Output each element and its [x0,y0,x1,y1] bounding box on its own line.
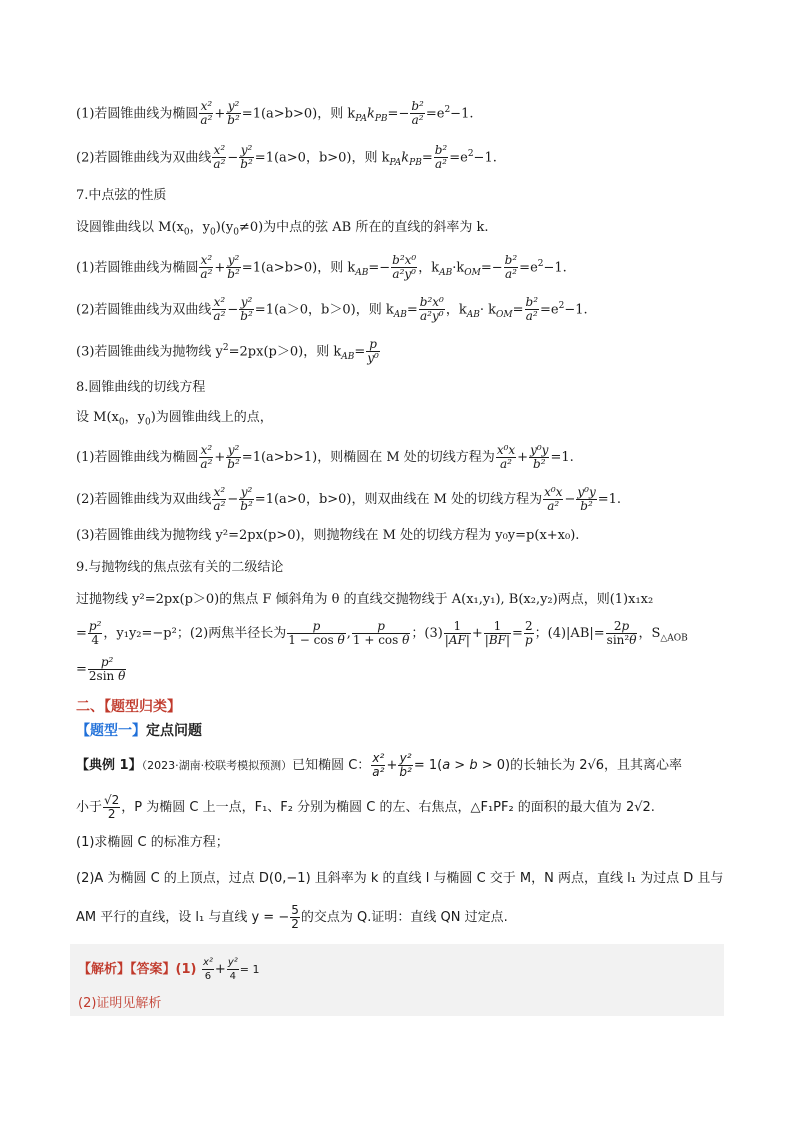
text: = [512,302,524,318]
text: ；(4)|AB|= [534,626,605,641]
fraction: $\frac{1}{|AF|}$ [444,619,470,647]
text: −1. [473,150,497,166]
example-q2-line-1: (2)A 为椭圆 C 的上顶点，过点 D(0,−1) 且斜率为 k 的直线 l 与椭圆 C 交于 M，N 两点，直线 l₁ 为过点 D 且与 [76,871,724,886]
text: ，y [189,220,210,235]
fraction: $\frac{\text{y²}}{\text{b²}}$ [227,443,240,471]
fraction: $\frac{\text{b²}}{\text{a²}}$ [411,99,424,128]
s9-line-3 [76,656,734,683]
s7-line-3: (3)若圆锥曲线为抛物线 $y^2=2px(p>0)$，则 $k_{AB}=$ $\frac{p}{\text{y⁰}}$ [76,337,379,366]
text: AM 平行的直线，设 l₁ 与直线 y = − [76,910,290,925]
example-line-2 [76,794,734,821]
text: = [354,344,366,360]
fraction: $\frac{√2}{2}$ [104,793,120,821]
fraction: $\frac{1}{|BF|}$ [484,619,511,647]
text: 设 M(x [76,410,119,425]
text: ，k [418,260,440,276]
example-q1: (1)求椭圆 C 的标准方程； [76,835,229,850]
fraction: $\frac{\text{x²}}{\text{a²}}$ [200,443,213,471]
text: =e [519,260,538,276]
text: ≠0)为中点的弦 AB 所在的直线的斜率为 k. [238,220,489,235]
text: =1(a>b>0)，则 k [241,260,356,276]
text: = 1 [239,963,260,976]
s9-heading: 9.与抛物线的焦点弦有关的二级结论 [76,560,284,575]
fraction: $\frac{\text{x²}}{\text{a²}}$ [372,751,385,779]
text: −1. [564,302,588,318]
text: 已知椭圆 C： [292,758,371,773]
s7-heading: 7.中点弦的性质 [76,188,167,203]
s8-line-1: (1)若圆锥曲线为椭圆 $\frac{\text{x²}}{\text{a²}}$ + $\frac{\text{y²}}{\text{b²}}$ =1(a>b>1)，则椭圆在 M 处的切线方程为 $\frac{\text{x⁰x}}{\text{a²}}$ + $\frac{\text{y⁰y}}{\text{b²}}$ =1. [76,443,574,471]
fraction: $\frac{\text{y²}}{\text{b²}}$ [240,295,253,324]
fraction: $\frac{\text{y²}}{4}$ [227,957,238,982]
example-label: 【典例 1】 [76,758,142,773]
s8-line-3: (3)若圆锥曲线为抛物线 y²=2px(p>0)，则抛物线在 M 处的切线方程为 y₀y=p(x+x₀). [76,528,580,543]
fraction: $\frac{\text{x²}}{\text{a²}}$ [213,143,226,172]
example-q2-line-2 [76,904,734,931]
fraction: $\frac{\text{x⁰x}}{\text{a²}}$ [544,485,563,513]
text: ，S [638,626,661,641]
text: −1. [450,106,474,122]
s8-heading: 8.圆锥曲线的切线方程 [76,380,206,395]
s7-line-1: (1)若圆锥曲线为椭圆 $\frac{\text{x²}}{\text{a²}}$ + $\frac{\text{y²}}{\text{b²}}$ =1(a>b>0)，则 $k_{AB}=-$ $\frac{\text{b²x⁰}}{\text{a²y⁰}}$ ，$k_{AB}\cdot k_{OM}=-$ $\frac{\text{b²}}{\text{a²}}$ $=e^2-1$. [76,253,567,282]
text: 设圆锥曲线以 M(x [76,220,184,235]
fraction: $\frac{\text{y²}}{\text{b²}}$ [240,143,253,172]
fraction: $\frac{2}{p}$ [524,619,533,647]
text: =1(a>b>1)，则椭圆在 M 处的切线方程为 [241,450,495,465]
text: =2px(p＞0)，则 k [228,344,342,360]
text: (1)若圆锥曲线为椭圆 [76,260,199,276]
s7-line-2: (2)若圆锥曲线为双曲线 $\frac{\text{x²}}{\text{a²}}$ − $\frac{\text{y²}}{\text{b²}}$ =1(a＞0，b＞0)，则 $k_{AB}=$ $\frac{\text{b²x⁰}}{\text{a²y⁰}}$ ，$k_{AB}\cdot k_{OM}=$ $\frac{\text{b²}}{\text{a²}}$ $=e^2-1$. [76,295,588,324]
type1-heading [76,720,202,740]
part2-heading: 二、【题型归类】 [76,699,181,715]
fraction: $\frac{\text{x²}}{\text{a²}}$ [213,295,226,324]
text: 的交点为 Q.证明：直线 QN 过定点. [300,910,508,925]
fraction: $\frac{p}{\text{y⁰}}$ [367,337,379,366]
text: (2)若圆锥曲线为双曲线 [76,302,212,318]
fraction: $\frac{\text{b²}}{\text{a²}}$ [504,253,518,282]
s9-line-2: = $\frac{\text{p²}}{4}$ ，y₁y₂=−p²；(2)两焦半径长为 $\frac{p}{\text{1 − cos θ}}$ , $\frac{p}{\text{1 + cos θ}}$ ；(3) $\frac{1}{|AF|}$ + $\frac{1}{|BF|}$ = $\frac{2}{p}$ ；(4)|AB|= $\frac{2p}{\text{sin²θ}}$ ，$S_{\triangle AOB}$ [76,619,688,647]
fraction: $\frac{\text{y⁰y}}{\text{b²}}$ [577,485,596,513]
text: =1(a>0，b>0)，则双曲线在 M 处的切线方程为 [254,492,543,507]
text: =1. [550,450,574,465]
text: =e [425,106,445,122]
fraction: $\frac{\text{y²}}{\text{b²}}$ [240,485,253,513]
example-line-1: 【典例 1】（2023·湖南·校联考模拟预测）已知椭圆 C： $\frac{\text{x²}}{\text{a²}}$ + $\frac{\text{y²}}{\text{b²}}$ = 1(a > b > 0)的长轴长为 2√6，且其离心率 [76,751,683,779]
fraction: $\frac{\text{b²}}{\text{a²}}$ [525,295,539,324]
text: ，y [124,410,145,425]
fraction: $\frac{\text{x²}}{6}$ [202,957,213,982]
text: =e [540,302,559,318]
text: =− [480,260,503,276]
fraction: $\frac{p}{\text{1 − cos θ}}$ [288,619,345,647]
text: (1)若圆锥曲线为椭圆 [76,106,199,122]
text: −1. [543,260,567,276]
text: · k [479,302,497,318]
text: 的长轴长为 2√6，且其离心率 [510,758,683,773]
text: =1(a>b>0)，则 k [241,106,356,122]
fraction: $\frac{\text{y⁰y}}{\text{b²}}$ [530,443,549,471]
s6-line-2: (2)若圆锥曲线为双曲线 $\frac{\text{x²}}{\text{a²}}$ − $\frac{\text{y²}}{\text{b²}}$ =1(a>0，b>0)，则 $k_{PA}k_{PB}=$ $\frac{\text{b²}}{\text{a²}}$ $=e^2-1$. [76,143,497,172]
type-tag: 【题型一】 [76,723,146,739]
text: ；(3) [411,626,443,641]
fraction: $\frac{\text{x²}}{\text{a²}}$ [213,485,226,513]
fraction: $\frac{\text{b²x⁰}}{\text{a²y⁰}}$ [392,253,417,282]
fraction: $\frac{\text{x⁰x}}{\text{a²}}$ [496,443,516,471]
fraction: $\frac{\text{x²}}{\text{a²}}$ [200,99,213,128]
text: =1. [597,492,622,507]
fraction: $\frac{\text{y²}}{\text{b²}}$ [227,253,240,282]
text: ，P 为椭圆 C 上一点，F₁、F₂ 分别为椭圆 C 的左、右焦点，△F₁PF₂ 的面积的最大值为 2√2. [121,800,655,815]
s8-intro: 设 $M(x_0$，$y_0$)为圆锥曲线上的点， [76,410,273,428]
fraction: $\frac{2p}{\text{sin²θ}}$ [606,619,637,647]
text: )为圆锥曲线上的点， [150,410,273,425]
text: =1(a>0，b>0)，则 k [254,150,390,166]
s6-line-1: (1)若圆锥曲线为椭圆 $\frac{\text{x²}}{\text{a²}}$ + $\frac{\text{y²}}{\text{b²}}$ =1(a>b>0)，则 $k_{PA}k_{PB}=-$ $\frac{\text{b²}}{\text{a²}}$ $=e^2-1$. [76,99,474,128]
type-title: 定点问题 [146,723,202,739]
s8-line-2: (2)若圆锥曲线为双曲线 $\frac{\text{x²}}{\text{a²}}$ − $\frac{\text{y²}}{\text{b²}}$ =1(a>0，b>0)，则双曲线在 M 处的切线方程为 $\frac{\text{x⁰x}}{\text{a²}}$ − $\frac{\text{y⁰y}}{\text{b²}}$ =1. [76,485,622,513]
text: ，y₁y₂=−p²；(2)两焦半径长为 [103,626,287,641]
text: ·k [452,260,465,276]
fraction: $\frac{\text{p²}}{\text{2sin θ}}$ [88,655,126,683]
example-source: （2023·湖南·校联考模拟预测） [141,759,293,772]
answer-line-1: 【解析】【答案】(1) $\frac{\text{x²}}{6}$ + $\frac{\text{y²}}{4}$ = 1 [78,957,260,982]
fraction: $\frac{\text{b²x⁰}}{\text{a²y⁰}}$ [419,295,444,324]
text: = [76,662,87,677]
text: 小于 [76,800,103,815]
answer-line-2: (2)证明见解析 [78,996,162,1011]
text: (2)若圆锥曲线为双曲线 [76,492,212,507]
fraction: $\frac{\text{y²}}{\text{b²}}$ [399,751,412,779]
fraction: $\frac{5}{2}$ [291,903,299,931]
text: (2)若圆锥曲线为双曲线 [76,150,212,166]
fraction: $\frac{\text{p²}}{4}$ [88,619,102,647]
fraction: $\frac{\text{b²}}{\text{a²}}$ [434,143,448,172]
text: (1)若圆锥曲线为椭圆 [76,450,199,465]
fraction: $\frac{\text{x²}}{\text{a²}}$ [200,253,213,282]
fraction: $\frac{\text{y²}}{\text{b²}}$ [227,99,240,128]
text: =e [449,150,468,166]
fraction: $\frac{p}{\text{1 + cos θ}}$ [352,619,410,647]
text: )(y [215,220,234,235]
s9-line-1: 过抛物线 y²=2px(p＞0)的焦点 F 倾斜角为 θ 的直线交抛物线于 A(x₁,y₁), B(x₂,y₂)两点，则(1)x₁x₂ [76,592,654,607]
s7-intro: 设圆锥曲线以 $M(x_0$，$y_0)(y_0\ne 0)$为中点的弦 AB 所在的直线的斜率为 k. [76,220,489,238]
answer-label: 【解析】【答案】(1) [78,962,197,977]
text: (3)若圆锥曲线为抛物线 y [76,344,223,360]
text: ，k [445,302,467,318]
text: =1(a＞0，b＞0)，则 k [254,302,394,318]
